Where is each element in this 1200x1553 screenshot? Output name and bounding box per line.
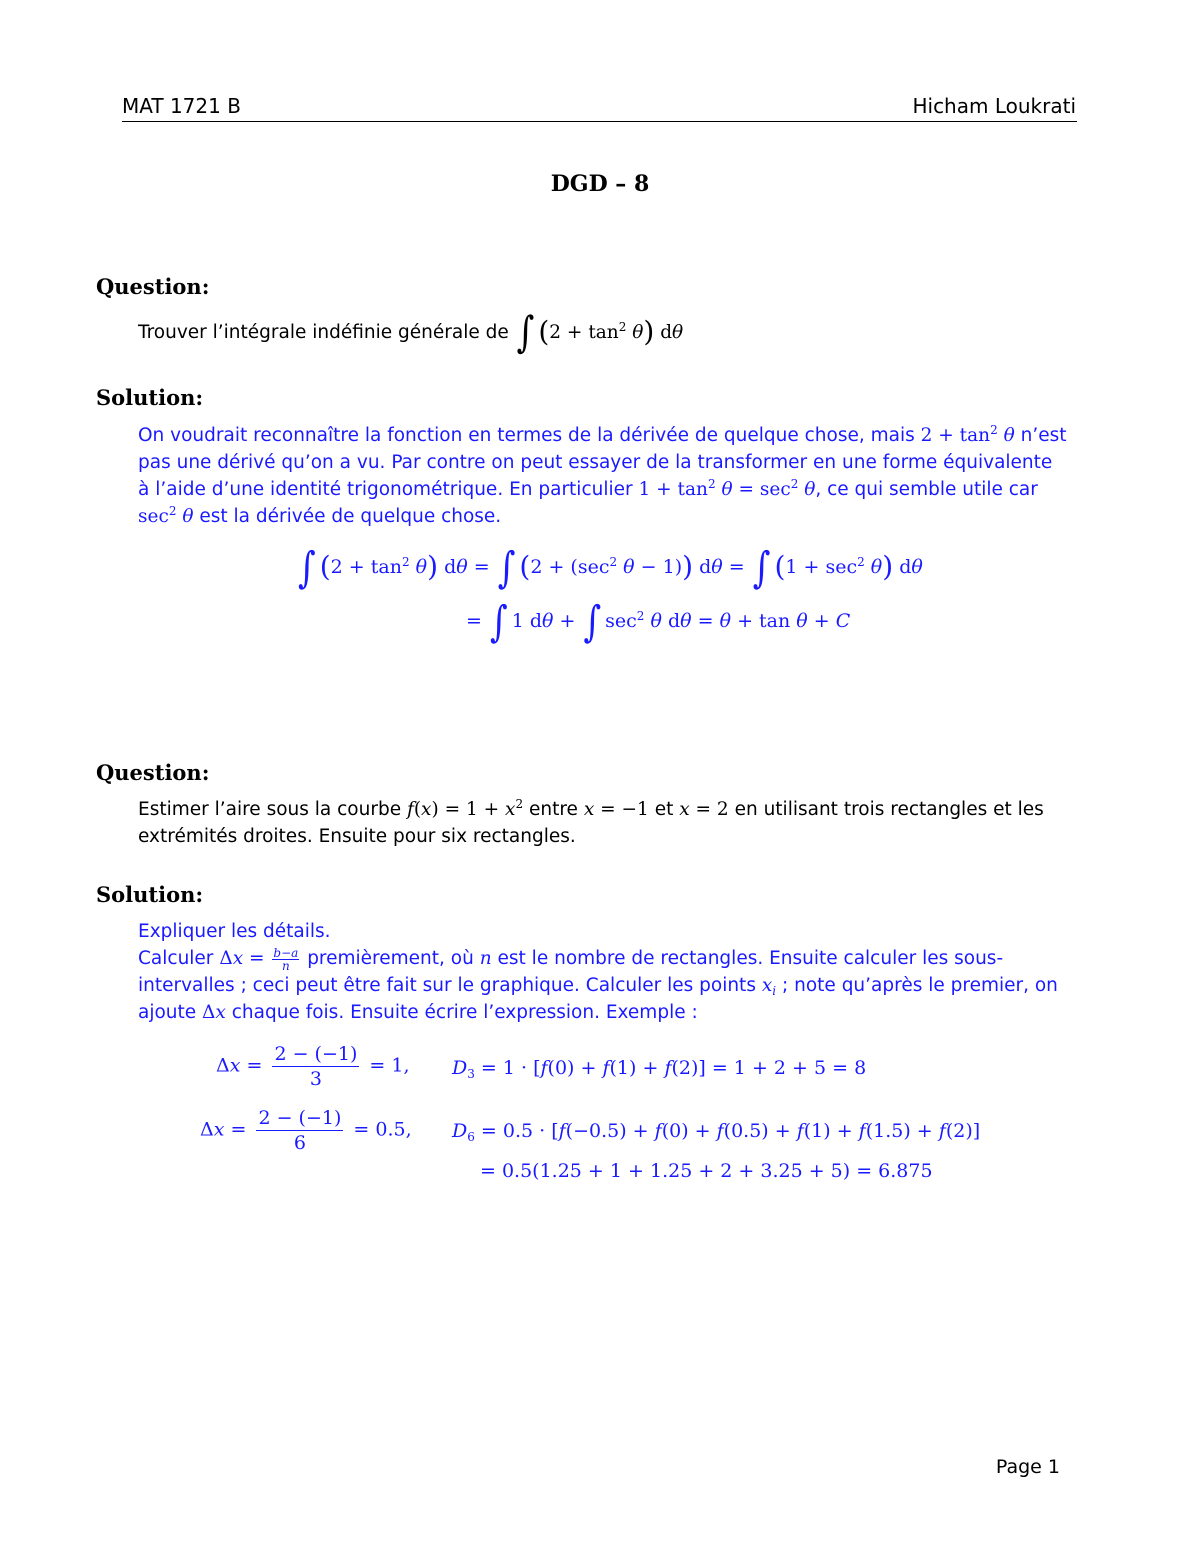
solution-1-line-3b: , ce qui semble utile car: [815, 479, 1038, 500]
question-1-prompt: Trouver l’intégrale indéfinie générale de: [138, 322, 509, 343]
solution-2-line-4a: ajoute: [138, 1002, 197, 1023]
page-title: DGD – 8: [550, 171, 650, 197]
page-number: Page 1: [995, 1456, 1060, 1478]
solution-2-line-3a: intervalles ; ceci peut être fait sur le graphique. Calculer les points: [138, 975, 756, 996]
question-1-text: [138, 307, 1063, 358]
question-2-line-2: extrémités droites. Ensuite pour six rectangles.: [138, 826, 576, 847]
question-2-line-1b: entre: [528, 799, 578, 820]
solution-1-equation-2: = ∫ 1 dθ + ∫ $\sec^2 \theta$ dθ = θ + tan θ + C: [466, 597, 851, 647]
riemann-sum-three: $D_3 = 1 \cdot [f(0) + f(1) + f(2)] = 1 + 2 + 5 = 8$: [452, 1057, 867, 1081]
header-rule: [122, 121, 1077, 122]
delta-x-six: Δx = $\frac{2 - (-1)}{6}$ = 0.5,: [200, 1107, 412, 1154]
solution-1-line-1b: n’est: [1020, 425, 1067, 446]
solution-1-line-1a: On voudrait reconnaître la fonction en termes de la dérivée de quelque chose, mais: [138, 425, 915, 446]
riemann-sum-six-result: = 0.5(1.25 + 1 + 1.25 + 2 + 3.25 + 5) = 6.875: [480, 1160, 933, 1182]
solution-1-line-4: est la dérivée de quelque chose.: [199, 506, 502, 527]
question-2-line-1d: en utilisant trois rectangles et les: [734, 799, 1044, 820]
question-2-line-1a: Estimer l’aire sous la courbe: [138, 799, 402, 820]
question-1-integral: ∫ $(2 + \tan^2 \theta)$ dθ: [516, 307, 684, 358]
solution-2-paragraph: Expliquer les détails. Calculer Δx = $\frac{b-a}{n}$ premièrement, où n est le nombre de rectangles. Ensuite calculer les sous- intervalles ; ceci peut être fait sur le graphique. Calculer les points $x_i$ ; note qu’après le premier, on ajoute Δx chaque fois. Ensuite écrire l’expression. Exemple :: [138, 918, 1063, 1026]
delta-x-three: Δx = $\frac{2 - (-1)}{3}$ = 1,: [216, 1043, 410, 1090]
solution-2-line-2b: premièrement, où: [307, 948, 474, 969]
solution-1-line-3a: à l’aide d’une identité trigonométrique. En particulier: [138, 479, 633, 500]
question-2-line-1c: et: [654, 799, 674, 820]
course-code: MAT 1721 B: [122, 94, 241, 118]
solution-1-equation-1: ∫ $(2 + \tan^2 \theta)$ dθ = ∫ ($2 + (\sec^2$ θ − 1)) dθ = ∫ $(1 + \sec^2 \theta)$ dθ: [298, 543, 923, 593]
solution-1-paragraph: On voudrait reconnaître la fonction en termes de la dérivée de quelque chose, mais $2 + \tan^2 \theta$ n’est pas une dérivé qu’on a vu. Par contre on peut essayer de la transformer en une forme équivalente à l’aide d’une identité trigonométrique. En particulier $1 + \tan^2 \theta = \sec^2 \theta$, ce qui semble utile car $\sec^2 \theta$ est la dérivée de quelque chose.: [138, 423, 1067, 527]
solution-2-line-3b: ; note qu’après le premier, on: [782, 975, 1058, 996]
solution-2-line-2c: est le nombre de rectangles. Ensuite calculer les sous-: [497, 948, 1004, 969]
solution-2-heading: Solution:: [96, 882, 204, 907]
question-2-heading: Question:: [96, 760, 210, 785]
author-name: Hicham Loukrati: [912, 94, 1076, 118]
solution-2-line-2a: Calculer: [138, 948, 214, 969]
question-2-text: Estimer l’aire sous la courbe $f(x) = 1 + x^2$ entre x = −1 et x = 2 en utilisant trois rectangles et les extrémités droites. Ensuite pour six rectangles.: [138, 796, 1063, 850]
solution-1-heading: Solution:: [96, 385, 204, 410]
riemann-sum-six: $D_6 = 0.5 \cdot [f(-0.5) + f(0) + f(0.5) + f(1) + f(1.5) + f(2)]$: [452, 1120, 981, 1144]
question-1-heading: Question:: [96, 274, 210, 299]
solution-2-line-1: Expliquer les détails.: [138, 921, 331, 942]
solution-1-line-2: pas une dérivé qu’on a vu. Par contre on peut essayer de la transformer en une forme équivalente: [138, 452, 1053, 473]
solution-2-line-4b: chaque fois. Ensuite écrire l’expression. Exemple :: [231, 1002, 698, 1023]
